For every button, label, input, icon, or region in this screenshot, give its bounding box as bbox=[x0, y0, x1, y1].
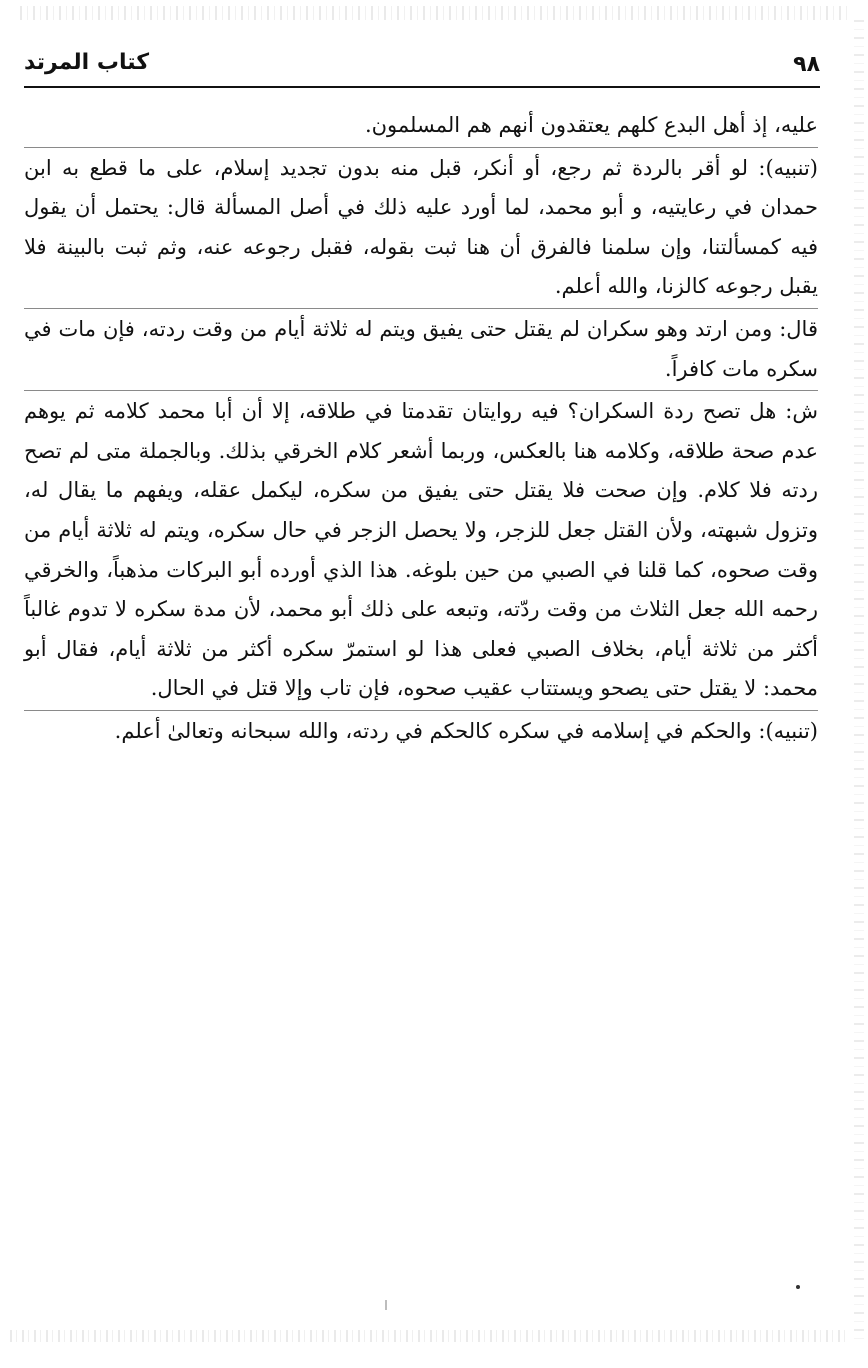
paragraph-divider bbox=[24, 390, 818, 391]
paragraph-divider bbox=[24, 710, 818, 711]
paragraph-2-note: (تنبيه): لو أقر بالردة ثم رجع، أو أنكر، قبل منه بدون تجديد إسلام، على ما قطع به ابن حمدان في رعايتيه، و أبو محمد، لما أورد عليه ذلك في أصل المسألة قال: يحتمل أن يقول فيه كمسألتنا، وإن سلمنا فالفرق أن هنا ثبت بقوله، فقبل رجوعه عنه، وثم ثبت بالبينة فلا يقبل رجوعه كالزنا، والله أعلم. bbox=[24, 155, 818, 299]
paragraph-3-text: قال: ومن ارتد وهو سكران لم يقتل حتى يفيق ويتم له ثلاثة أيام من وقت ردته، فإن مات في سكره مات كافراً. bbox=[24, 316, 818, 381]
book-title: كتاب المرتد bbox=[24, 50, 150, 75]
scan-noise-top bbox=[20, 6, 848, 20]
scan-noise-bottom bbox=[10, 1330, 848, 1342]
scan-speck bbox=[385, 1300, 387, 1310]
paragraph-1: عليه، إذ أهل البدع كلهم يعتقدون أنهم هم المسلمون. bbox=[364, 113, 818, 137]
page-number: ٩٨ bbox=[793, 52, 820, 77]
scan-speck bbox=[796, 1285, 800, 1289]
paragraph-4-commentary: ش: هل تصح ردة السكران؟ فيه روايتان تقدمتا في طلاقه، إلا أن أبا محمد كلامه ثم يوهم عدم صحة طلاقه، وكلامه هنا بالعكس، وربما أشعر كلام الخرقي بذلك. وبالجملة متى لم تصح ردته فلا كلام. وإن صحت فلا يقتل حتى يفيق من سكره، ليكمل عقله، ويفهم ما يقال له، وتزول شبهته، ولأن القتل جعل للزجر، ولا يحصل الزجر في حال سكره، ويتم له ثلاثة أيام من وقت صحوه، كما قلنا في الصبي من حين بلوغه. هذا الذي أورده أبو البركات مذهباً، والخرقي رحمه الله جعل الثلاث من وقت ردّته، وتبعه على ذلك أبو محمد، لأن مدة سكره لا تدوم غالباً أكثر من ثلاثة أيام، بخلاف الصبي فعلى هذا لو استمرّ سكره أكثر من ثلاثة أيام، فقال أبو محمد: لا يقتل حتى يصحو ويستتاب عقيب صحوه، فإن تاب وإلا قتل في الحال. bbox=[24, 399, 818, 701]
header-rule bbox=[24, 86, 820, 88]
main-text bbox=[24, 106, 818, 752]
paragraph-divider bbox=[24, 147, 818, 148]
page-header bbox=[24, 46, 820, 84]
scan-noise-right bbox=[854, 20, 864, 1340]
paragraph-5-note: (تنبيه): والحكم في إسلامه في سكره كالحكم في ردته، والله سبحانه وتعالىٰ أعلم. bbox=[114, 718, 818, 743]
paragraph-divider bbox=[24, 308, 818, 309]
